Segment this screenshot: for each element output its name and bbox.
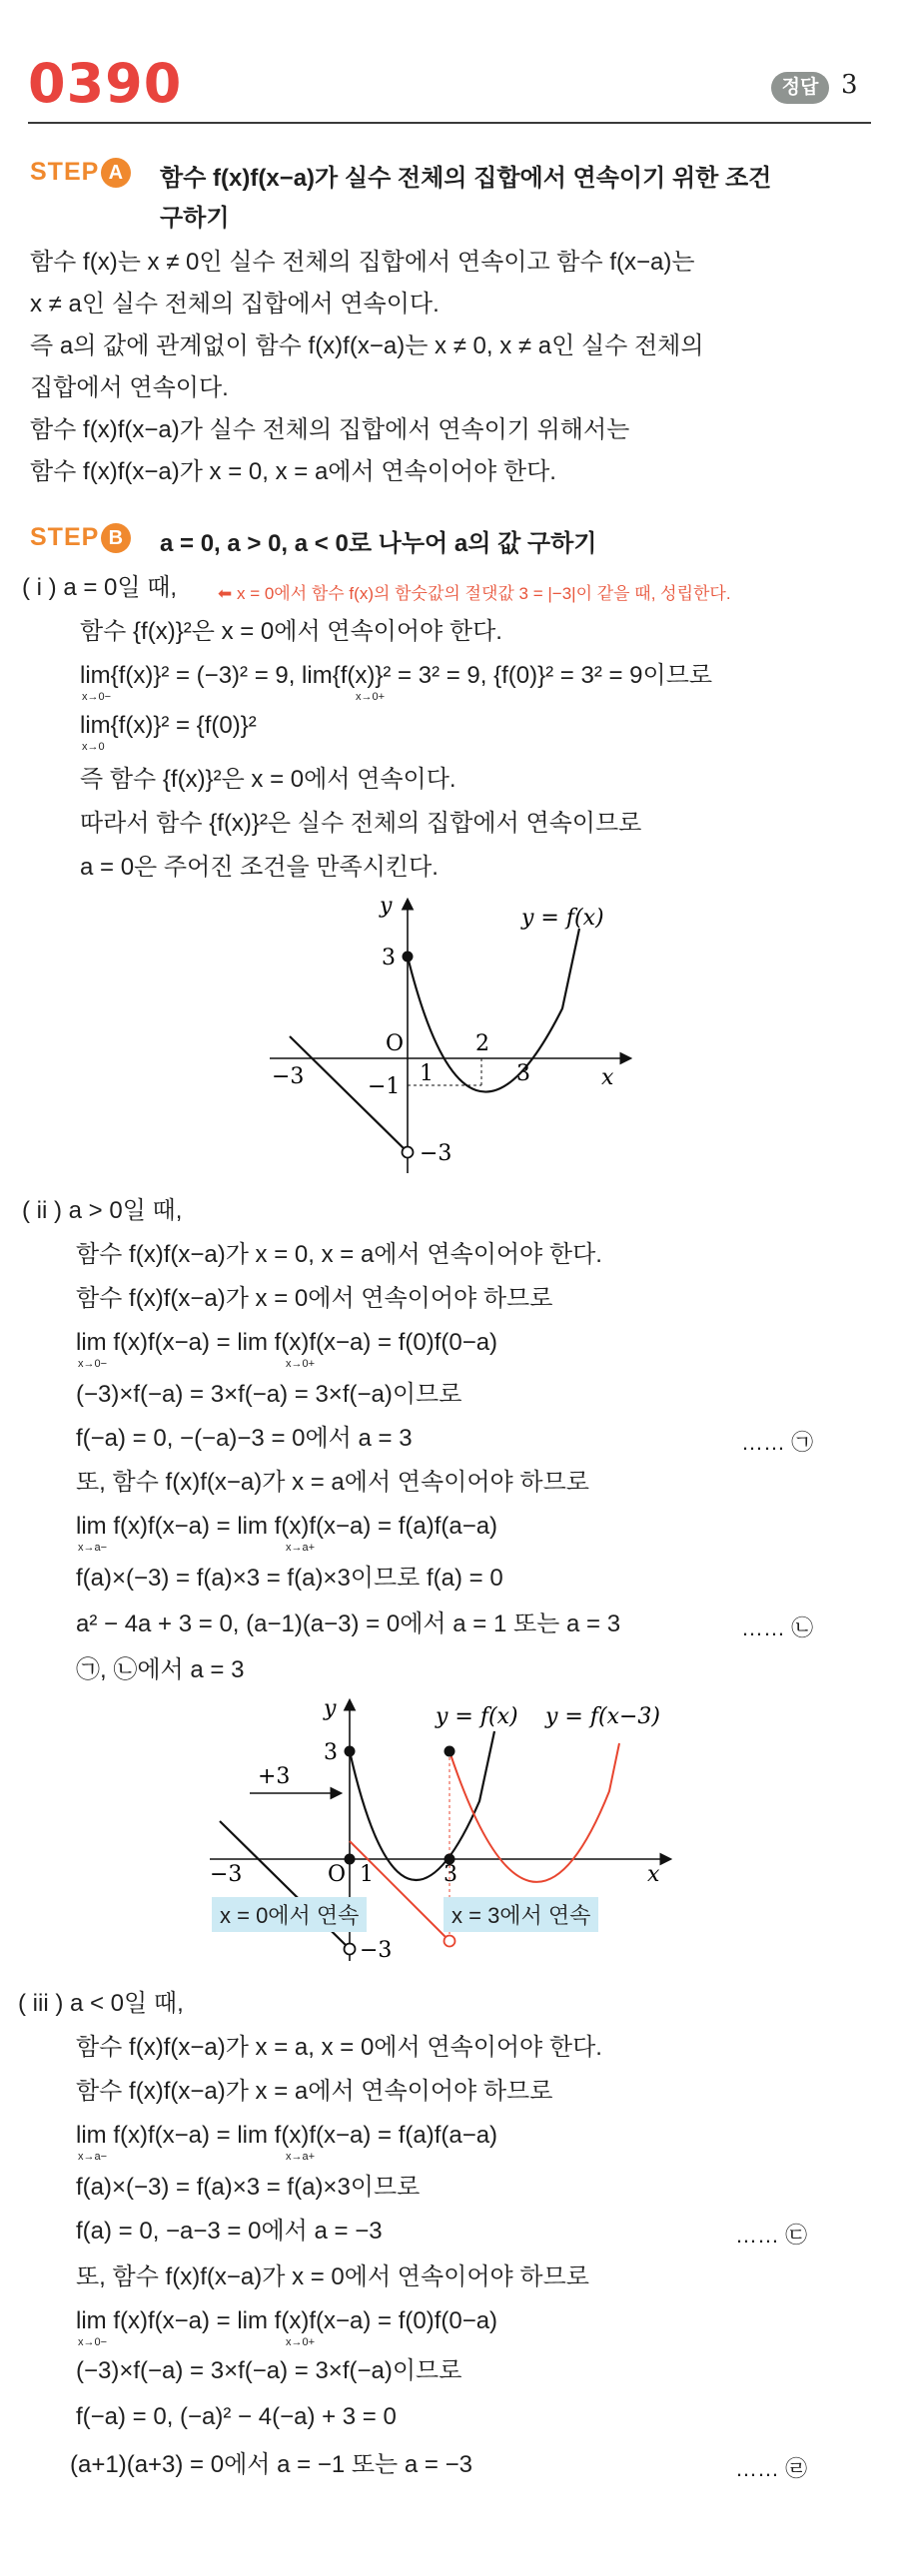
step-a-title-2: 구하기 [160, 205, 230, 232]
lim-sub: x→0− [78, 1358, 108, 1370]
case1-line: a = 0은 주어진 조건을 만족시킨다. [80, 854, 439, 881]
case2-line: ㉠, ㉡에서 a = 3 [76, 1656, 245, 1683]
lim-sub: x→0+ [356, 691, 386, 703]
step-a-line: 즉 a의 값에 관계없이 함수 f(x)f(x−a)는 x ≠ 0, x ≠ a인 실수 전체의 [30, 332, 704, 359]
tick-label: −3 [420, 1141, 452, 1166]
tick-label: −3 [360, 1938, 393, 1963]
case3-line: 함수 f(x)f(x−a)가 x = a, x = 0에서 연속이어야 한다. [76, 2034, 602, 2061]
closed-point [445, 1746, 455, 1757]
case2-line: 함수 f(x)f(x−a)가 x = 0, x = a에서 연속이어야 한다. [76, 1241, 602, 1268]
step-a-line: 함수 f(x)f(x−a)가 실수 전체의 집합에서 연속이기 위해서는 [30, 416, 630, 443]
case2-line: a² − 4a + 3 = 0, (a−1)(a−3) = 0에서 a = 1 또는 a = 3 [76, 1610, 621, 1637]
step-a-title: 함수 f(x)f(x−a)가 실수 전체의 집합에서 연속이기 위한 조건 [160, 165, 772, 192]
step-a-letter: A [101, 158, 131, 188]
case3-line: 또, 함수 f(x)f(x−a)가 x = 0에서 연속이어야 하므로 [76, 2263, 589, 2290]
origin-label: O [386, 1031, 405, 1056]
case1-line: 따라서 함수 {f(x)}²은 실수 전체의 집합에서 연속이므로 [80, 810, 642, 837]
curve-label-f: y = f(x) [436, 1704, 518, 1729]
lim-sub: x→0+ [286, 1358, 316, 1370]
case2-line: 또, 함수 f(x)f(x−a)가 x = a에서 연속이어야 하므로 [76, 1469, 589, 1496]
x-axis-label: x [601, 1065, 614, 1090]
case1-note: ⬅ x = 0에서 함수 f(x)의 함숫값의 절댓값 3 = |−3|이 같을 때, 성립한다. [218, 584, 731, 603]
case3-line: lim f(x)f(x−a) = lim f(x)f(x−a) = f(a)f(a−a) [76, 2122, 498, 2149]
closed-point [345, 1854, 356, 1865]
continuity-label-right: x = 3에서 연속 [444, 1897, 598, 1932]
case2-line: f(a)×(−3) = f(a)×3 = f(a)×3이므로 f(a) = 0 [76, 1565, 503, 1592]
case2-head: ( ii ) a > 0일 때, [22, 1197, 183, 1224]
y-axis-label: y [324, 1696, 337, 1721]
case3-line: f(a)×(−3) = f(a)×3 = f(a)×3이므로 [76, 2174, 421, 2201]
case2-line: lim f(x)f(x−a) = lim f(x)f(x−a) = f(0)f(0−a) [76, 1329, 498, 1356]
case3-head: ( iii ) a < 0일 때, [18, 1990, 184, 2017]
tick-label: 3 [444, 1862, 457, 1887]
case1-line: 즉 함수 {f(x)}²은 x = 0에서 연속이다. [80, 766, 456, 793]
lim-sub: x→0− [82, 691, 112, 703]
case3-line: (−3)×f(−a) = 3×f(−a) = 3×f(−a)이므로 [76, 2357, 462, 2384]
y-axis-label: y [380, 894, 393, 919]
case3-line: (a+1)(a+3) = 0에서 a = −1 또는 a = −3 [70, 2451, 472, 2478]
problem-number: 0390 [28, 52, 183, 115]
curve-label-shifted: y = f(x−3) [545, 1704, 660, 1729]
lim-sub: x→0− [78, 2336, 108, 2348]
step-b-title: a = 0, a > 0, a < 0로 나누어 a의 값 구하기 [160, 530, 597, 557]
case1-head: ( i ) a = 0일 때, [22, 574, 178, 601]
answer-value: 3 [841, 70, 858, 100]
lim-sub: x→a+ [286, 1542, 316, 1554]
step-b-letter: B [101, 523, 131, 553]
open-point [403, 1147, 414, 1158]
continuity-label-left: x = 0에서 연속 [212, 1897, 367, 1932]
mark-c: …… ㉢ [735, 2223, 808, 2248]
case2-line: (−3)×f(−a) = 3×f(−a) = 3×f(−a)이므로 [76, 1381, 462, 1408]
tick-label: 3 [516, 1061, 530, 1086]
curve-f [350, 1731, 494, 1880]
case1-line: lim{f(x)}² = (−3)² = 9, lim{f(x)}² = 3² = 9, {f(0)}² = 3² = 9이므로 [80, 662, 713, 689]
step-b-label: STEP B [30, 523, 131, 553]
step-a-line: 함수 f(x)는 x ≠ 0인 실수 전체의 집합에서 연속이고 함수 f(x−a)는 [30, 249, 695, 276]
case1-line: 함수 {f(x)}²은 x = 0에서 연속이어야 한다. [80, 618, 502, 645]
case1-line: lim{f(x)}² = {f(0)}² [80, 712, 257, 739]
header-divider [28, 122, 871, 124]
step-a-line: 함수 f(x)f(x−a)가 x = 0, x = a에서 연속이어야 한다. [30, 458, 556, 485]
closed-point [403, 952, 414, 963]
tick-label: 3 [324, 1740, 338, 1765]
mark-d: …… ㉣ [735, 2456, 808, 2481]
graph-1 [250, 889, 649, 1188]
lim-sub: x→0+ [286, 2336, 316, 2348]
step-a-line: 집합에서 연속이다. [30, 374, 229, 401]
closed-point [345, 1746, 356, 1757]
open-point [345, 1944, 356, 1955]
tick-label: −3 [272, 1064, 305, 1089]
case3-line: lim f(x)f(x−a) = lim f(x)f(x−a) = f(0)f(0−a) [76, 2307, 498, 2334]
shift-label: +3 [258, 1764, 291, 1789]
tick-label: 1 [420, 1061, 434, 1086]
tick-label: 3 [382, 946, 396, 970]
lim-sub: x→a− [78, 2151, 108, 2163]
curve-label: y = f(x) [521, 906, 604, 931]
origin-label: O [328, 1862, 347, 1887]
case3-line: 함수 f(x)f(x−a)가 x = a에서 연속이어야 하므로 [76, 2078, 553, 2105]
case3-line: f(−a) = 0, (−a)² − 4(−a) + 3 = 0 [76, 2403, 397, 2430]
tick-label: 2 [475, 1031, 489, 1056]
case3-line: f(a) = 0, −a−3 = 0에서 a = −3 [76, 2218, 383, 2245]
mark-a: …… ㉠ [741, 1430, 814, 1455]
x-axis-label: x [647, 1862, 660, 1887]
step-a-label: STEP A [30, 158, 131, 188]
tick-label: 1 [360, 1862, 374, 1887]
open-point [445, 1936, 455, 1947]
case2-line: lim f(x)f(x−a) = lim f(x)f(x−a) = f(a)f(a−a) [76, 1513, 498, 1540]
lim-sub: x→0 [82, 741, 105, 753]
answer-badge: 정답 [771, 72, 829, 104]
lim-sub: x→a+ [286, 2151, 316, 2163]
case2-line: f(−a) = 0, −(−a)−3 = 0에서 a = 3 [76, 1425, 413, 1452]
mark-b: …… ㉡ [741, 1615, 814, 1640]
step-a-line: x ≠ a인 실수 전체의 집합에서 연속이다. [30, 291, 440, 318]
lim-sub: x→a− [78, 1542, 108, 1554]
case2-line: 함수 f(x)f(x−a)가 x = 0에서 연속이어야 하므로 [76, 1285, 553, 1312]
tick-label: −1 [368, 1074, 401, 1099]
tick-label: −3 [210, 1862, 243, 1887]
